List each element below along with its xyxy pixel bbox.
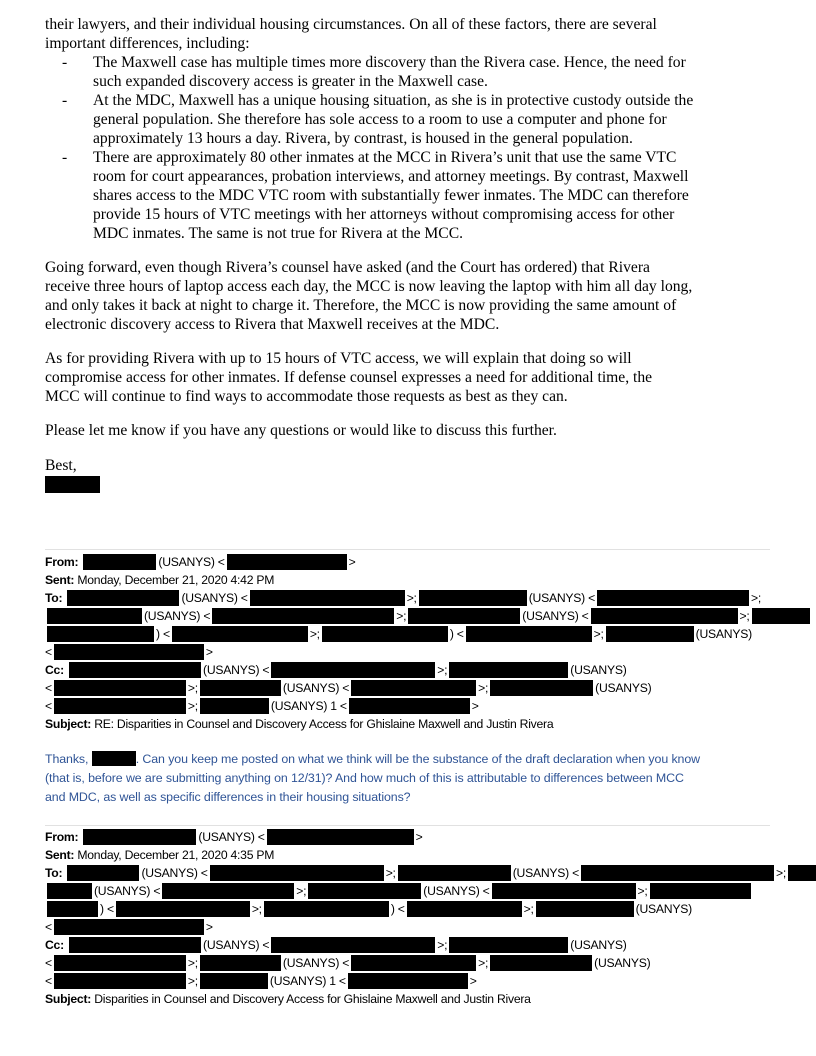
from-line [45, 828, 816, 846]
header-text: >; [187, 956, 198, 970]
header-text: Monday, December 21, 2020 4:42 PM [77, 573, 275, 587]
reply-thanks: Thanks, [45, 752, 89, 766]
bullet-marker: - [62, 149, 68, 166]
sent-label: Sent: [45, 573, 75, 587]
redaction-bar [54, 919, 204, 935]
cc-label: Cc: [45, 938, 64, 952]
to-line [45, 882, 816, 900]
to-line [45, 625, 812, 643]
redaction-bar [200, 955, 281, 971]
header-text: (USANYS) [570, 663, 627, 677]
redaction-bar [398, 865, 511, 881]
redaction-bar [116, 901, 250, 917]
redaction-bar [752, 608, 810, 624]
bullet-line: The Maxwell case has multiple times more discovery than the Rivera case. Hence, the need for [93, 54, 686, 71]
header-text: >; [637, 884, 648, 898]
redaction-bar [47, 901, 98, 917]
reply-text: (that is, before we are submitting anything on 12/31)? And how much of this is attributable to differences between MCC [45, 771, 684, 785]
header-text: Monday, December 21, 2020 4:35 PM [77, 848, 275, 862]
redaction-bar [200, 973, 268, 989]
header-text: ) < [100, 902, 114, 916]
redaction-bar [54, 698, 186, 714]
redaction-bar [271, 662, 435, 678]
bullet-line: shares access to the MDC VTC room with substantially fewer inmates. The MDC can therefore [93, 187, 689, 204]
bullet-line: general population. She therefore has sole access to a room to use a computer and phone for [93, 111, 667, 128]
header-text: < [45, 920, 52, 934]
header-text: >; [775, 866, 786, 880]
redaction-bar [597, 590, 749, 606]
redaction-bar [172, 626, 308, 642]
redaction-bar [54, 955, 186, 971]
redaction-bar [788, 865, 816, 881]
cc-line [45, 679, 812, 697]
bullet-marker: - [62, 92, 68, 109]
redaction-bar [536, 901, 634, 917]
header-text: > [205, 920, 213, 934]
header-text: >; [750, 591, 761, 605]
to-label: To: [45, 866, 63, 880]
header-text: > [415, 830, 423, 844]
redaction-bar [492, 883, 636, 899]
redacted-signature [45, 476, 100, 493]
bullet-line: room for court appearances, probation interviews, and attorney meetings. By contrast, Maxwell [93, 168, 689, 185]
sent-line [45, 846, 816, 864]
body-line: MCC will continue to find ways to accommodate those requests as best as they can. [45, 388, 568, 405]
header-text: (USANYS) [595, 681, 652, 695]
redacted-name [92, 751, 136, 766]
header-text: > [469, 974, 477, 988]
body-line: Please let me know if you have any questions or would like to discuss this further. [45, 422, 557, 439]
divider [45, 825, 770, 826]
header-text: >; [396, 609, 407, 623]
header-text: >; [478, 681, 489, 695]
body-line: and only takes it back at night to charge it. Therefore, the MCC is now providing the same amount of [45, 297, 677, 314]
redaction-bar [591, 608, 738, 624]
header-text: >; [187, 681, 198, 695]
header-text: (USANYS) < [282, 956, 350, 970]
redaction-bar [271, 937, 435, 953]
redaction-bar [407, 901, 522, 917]
header-text: > [205, 645, 213, 659]
redaction-bar [650, 883, 751, 899]
cc-line [45, 697, 812, 715]
header-text: < [45, 956, 52, 970]
redaction-bar [349, 698, 470, 714]
header-text: >; [385, 866, 396, 880]
header-text: (USANYS) < [158, 555, 225, 569]
divider [45, 549, 770, 550]
cc-line [45, 972, 816, 990]
header-text: >; [437, 663, 448, 677]
bullet-line: provide 15 hours of VTC meetings with her attorneys without compromising access for other [93, 206, 675, 223]
to-line [45, 918, 816, 936]
bullet-line: approximately 13 hours a day. Rivera, by contrast, is housed in the general population. [93, 130, 633, 147]
header-text: (USANYS) < [198, 830, 265, 844]
redaction-bar [581, 865, 774, 881]
header-text: ) < [390, 902, 405, 916]
cc-line [45, 936, 816, 954]
redaction-bar [466, 626, 592, 642]
to-line [45, 589, 812, 607]
redaction-bar [250, 590, 405, 606]
subject-line [45, 715, 812, 733]
from-label: From: [45, 555, 79, 569]
header-text: (USANYS) < [423, 884, 490, 898]
header-text: (USANYS) < [203, 663, 270, 677]
redaction-bar [606, 626, 694, 642]
body-line: their lawyers, and their individual housing circumstances. On all of these factors, there are several [45, 16, 657, 33]
redaction-bar [264, 901, 389, 917]
header-text: < [45, 699, 52, 713]
email-header-2 [45, 828, 816, 1008]
header-text: (USANYS) 1 < [269, 974, 346, 988]
header-text: >; [251, 902, 262, 916]
body-line: electronic discovery access to Rivera that Maxwell receives at the MDC. [45, 316, 500, 333]
to-line [45, 607, 812, 625]
header-text: RE: Disparities in Counsel and Discovery Access for Ghislaine Maxwell and Justin Rivera [94, 717, 554, 731]
bullet-line: There are approximately 80 other inmates at the MCC in Rivera’s unit that use the same VTC [93, 149, 677, 166]
redaction-bar [351, 680, 476, 696]
bullet-marker: - [62, 54, 68, 71]
bullet-line: At the MDC, Maxwell has a unique housing situation, as she is in protective custody outside the [93, 92, 694, 109]
header-text: (USANYS) < [144, 609, 211, 623]
header-text: >; [187, 699, 198, 713]
header-text: (USANYS) < [203, 938, 270, 952]
redaction-bar [54, 680, 186, 696]
header-text: (USANYS) [570, 938, 627, 952]
header-text: (USANYS) [594, 956, 651, 970]
reply-text: and MDC, as well as specific differences in their housing situations? [45, 790, 411, 804]
redaction-bar [83, 554, 156, 570]
redaction-bar [47, 608, 142, 624]
redaction-bar [54, 973, 186, 989]
body-line: Going forward, even though Rivera’s counsel have asked (and the Court has ordered) that Rivera [45, 259, 650, 276]
header-text: >; [478, 956, 489, 970]
sent-label: Sent: [45, 848, 75, 862]
subject-line [45, 990, 816, 1008]
header-text: > [471, 699, 479, 713]
redaction-bar [449, 937, 568, 953]
from-label: From: [45, 830, 79, 844]
body-line: receive three hours of laptop access each day, the MCC is now leaving the laptop with him all day long, [45, 278, 693, 295]
sent-line [45, 571, 812, 589]
redaction-bar [210, 865, 384, 881]
header-text: (USANYS) < [181, 591, 248, 605]
redaction-bar [67, 590, 179, 606]
header-text: >; [523, 902, 534, 916]
subject-label: Subject: [45, 992, 92, 1006]
header-text: >; [739, 609, 750, 623]
reply-text: . Can you keep me posted on what we think will be the substance of the draft declaration when you know [135, 752, 700, 766]
redaction-bar [308, 883, 421, 899]
header-text: >; [437, 938, 448, 952]
header-text: ) < [449, 627, 464, 641]
header-text: (USANYS) < [522, 609, 589, 623]
redaction-bar [162, 883, 294, 899]
header-text: (USANYS) < [141, 866, 208, 880]
redaction-bar [419, 590, 527, 606]
to-line [45, 864, 816, 882]
to-line [45, 643, 812, 661]
bullet-line: such expanded discovery access is greater in the Maxwell case. [93, 73, 488, 90]
redaction-bar [47, 626, 154, 642]
header-text: (USANYS) < [282, 681, 350, 695]
reply-message [45, 750, 700, 807]
redaction-bar [83, 829, 196, 845]
cc-label: Cc: [45, 663, 64, 677]
body-line: important differences, including: [45, 35, 250, 52]
redaction-bar [227, 554, 347, 570]
signoff: Best, [45, 457, 77, 474]
header-text: >; [309, 627, 320, 641]
redaction-bar [449, 662, 568, 678]
email-header-1 [45, 553, 812, 733]
redaction-bar [200, 680, 281, 696]
header-text: > [348, 555, 356, 569]
redaction-bar [212, 608, 394, 624]
header-text: (USANYS) < [94, 884, 161, 898]
header-text: (USANYS) < [512, 866, 579, 880]
to-label: To: [45, 591, 63, 605]
header-text: Disparities in Counsel and Discovery Access for Ghislaine Maxwell and Justin Rivera [94, 992, 531, 1006]
redaction-bar [47, 883, 92, 899]
header-text: >; [593, 627, 604, 641]
redaction-bar [490, 955, 592, 971]
header-text: < [45, 681, 52, 695]
to-line [45, 900, 816, 918]
redaction-bar [348, 973, 468, 989]
header-text: >; [296, 884, 307, 898]
redaction-bar [351, 955, 476, 971]
header-text: < [45, 645, 52, 659]
redaction-bar [408, 608, 520, 624]
header-text: (USANYS) [695, 627, 752, 641]
redaction-bar [267, 829, 414, 845]
redaction-bar [200, 698, 269, 714]
from-line [45, 553, 812, 571]
redaction-bar [69, 662, 201, 678]
body-line: compromise access for other inmates. If defense counsel expresses a need for additional time, the [45, 369, 653, 386]
header-text: (USANYS) [635, 902, 692, 916]
bullet-line: MDC inmates. The same is not true for Rivera at the MCC. [93, 225, 464, 242]
header-text: >; [187, 974, 198, 988]
redaction-bar [69, 937, 201, 953]
header-text: < [45, 974, 52, 988]
header-text: >; [406, 591, 417, 605]
redaction-bar [490, 680, 593, 696]
subject-label: Subject: [45, 717, 92, 731]
body-line: As for providing Rivera with up to 15 hours of VTC access, we will explain that doing so will [45, 350, 632, 367]
header-text: (USANYS) < [528, 591, 595, 605]
header-text: ) < [156, 627, 170, 641]
redaction-bar [54, 644, 204, 660]
header-text: (USANYS) 1 < [270, 699, 347, 713]
cc-line [45, 954, 816, 972]
cc-line [45, 661, 812, 679]
redaction-bar [322, 626, 448, 642]
redaction-bar [67, 865, 139, 881]
